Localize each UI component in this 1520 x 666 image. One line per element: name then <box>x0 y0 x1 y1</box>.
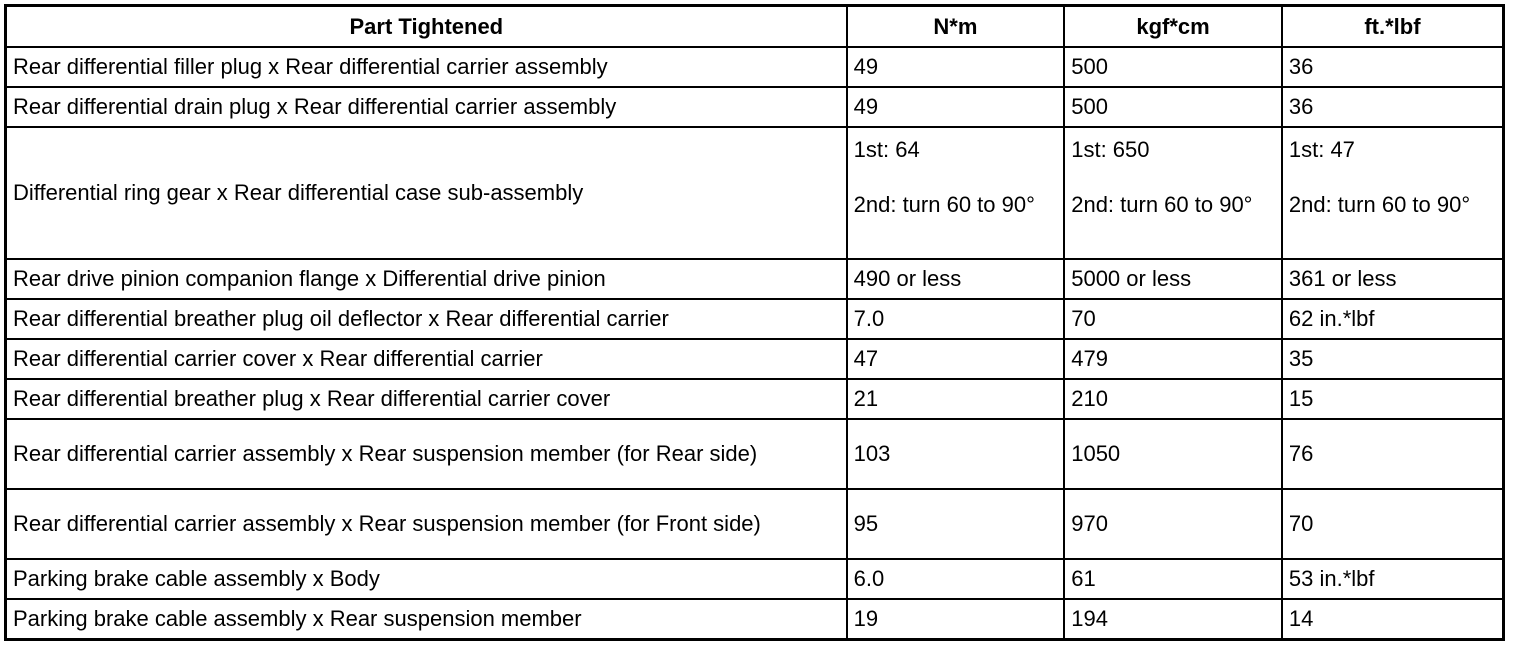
part-cell: Differential ring gear x Rear differential case sub-assembly <box>6 127 847 259</box>
kgfcm-cell: 210 <box>1064 379 1282 419</box>
table-row <box>6 47 1504 87</box>
table-row <box>6 87 1504 127</box>
nm-cell: 95 <box>847 489 1065 559</box>
part-cell: Rear differential drain plug x Rear differential carrier assembly <box>6 87 847 127</box>
table-row <box>6 299 1504 339</box>
header-nm: N*m <box>847 6 1065 48</box>
nm-cell: 19 <box>847 599 1065 640</box>
nm-cell: 7.0 <box>847 299 1065 339</box>
first-step: 1st: 650 <box>1071 137 1150 162</box>
kgfcm-cell: 70 <box>1064 299 1282 339</box>
part-cell: Parking brake cable assembly x Body <box>6 559 847 599</box>
kgfcm-cell: 61 <box>1064 559 1282 599</box>
part-cell: Rear differential breather plug oil deflector x Rear differential carrier <box>6 299 847 339</box>
nm-cell: 490 or less <box>847 259 1065 299</box>
ftlbf-cell: 76 <box>1282 419 1504 489</box>
table-row <box>6 379 1504 419</box>
kgfcm-cell: 970 <box>1064 489 1282 559</box>
part-cell: Rear differential filler plug x Rear differential carrier assembly <box>6 47 847 87</box>
kgfcm-cell: 479 <box>1064 339 1282 379</box>
part-cell: Rear differential carrier assembly x Rear suspension member (for Front side) <box>6 489 847 559</box>
header-kgfcm: kgf*cm <box>1064 6 1282 48</box>
table-row <box>6 339 1504 379</box>
kgfcm-cell: 1050 <box>1064 419 1282 489</box>
nm-cell: 21 <box>847 379 1065 419</box>
table-row <box>6 259 1504 299</box>
first-step: 1st: 64 <box>853 137 920 162</box>
kgfcm-cell: 500 <box>1064 47 1282 87</box>
nm-cell <box>847 127 1065 259</box>
table-row <box>6 559 1504 599</box>
kgfcm-cell: 500 <box>1064 87 1282 127</box>
ftlbf-cell: 35 <box>1282 339 1504 379</box>
part-cell: Rear drive pinion companion flange x Differential drive pinion <box>6 259 847 299</box>
ftlbf-cell: 70 <box>1282 489 1504 559</box>
second-step: 2nd: turn 60 to 90° <box>1071 192 1253 217</box>
kgfcm-cell <box>1064 127 1282 259</box>
kgfcm-cell: 5000 or less <box>1064 259 1282 299</box>
nm-cell: 49 <box>847 87 1065 127</box>
second-step: 2nd: turn 60 to 90° <box>853 192 1035 217</box>
table-row <box>6 489 1504 559</box>
kgfcm-cell: 194 <box>1064 599 1282 640</box>
header-ftlbf: ft.*lbf <box>1282 6 1504 48</box>
ftlbf-cell: 62 in.*lbf <box>1282 299 1504 339</box>
table-row <box>6 599 1504 640</box>
second-step: 2nd: turn 60 to 90° <box>1288 192 1471 217</box>
table-row <box>6 127 1504 259</box>
header-part-tightened: Part Tightened <box>6 6 847 48</box>
part-cell: Rear differential carrier assembly x Rear suspension member (for Rear side) <box>6 419 847 489</box>
part-cell: Rear differential carrier cover x Rear differential carrier <box>6 339 847 379</box>
first-step: 1st: 47 <box>1288 137 1355 162</box>
ftlbf-cell: 53 in.*lbf <box>1282 559 1504 599</box>
ftlbf-cell: 36 <box>1282 47 1504 87</box>
part-cell: Rear differential breather plug x Rear differential carrier cover <box>6 379 847 419</box>
ftlbf-cell: 14 <box>1282 599 1504 640</box>
nm-cell: 49 <box>847 47 1065 87</box>
ftlbf-cell: 15 <box>1282 379 1504 419</box>
torque-spec-table <box>4 4 1505 641</box>
part-cell: Parking brake cable assembly x Rear suspension member <box>6 599 847 640</box>
nm-cell: 6.0 <box>847 559 1065 599</box>
ftlbf-cell: 36 <box>1282 87 1504 127</box>
ftlbf-cell <box>1282 127 1504 259</box>
table-row <box>6 419 1504 489</box>
ftlbf-cell: 361 or less <box>1282 259 1504 299</box>
header-row <box>6 6 1504 48</box>
nm-cell: 47 <box>847 339 1065 379</box>
nm-cell: 103 <box>847 419 1065 489</box>
